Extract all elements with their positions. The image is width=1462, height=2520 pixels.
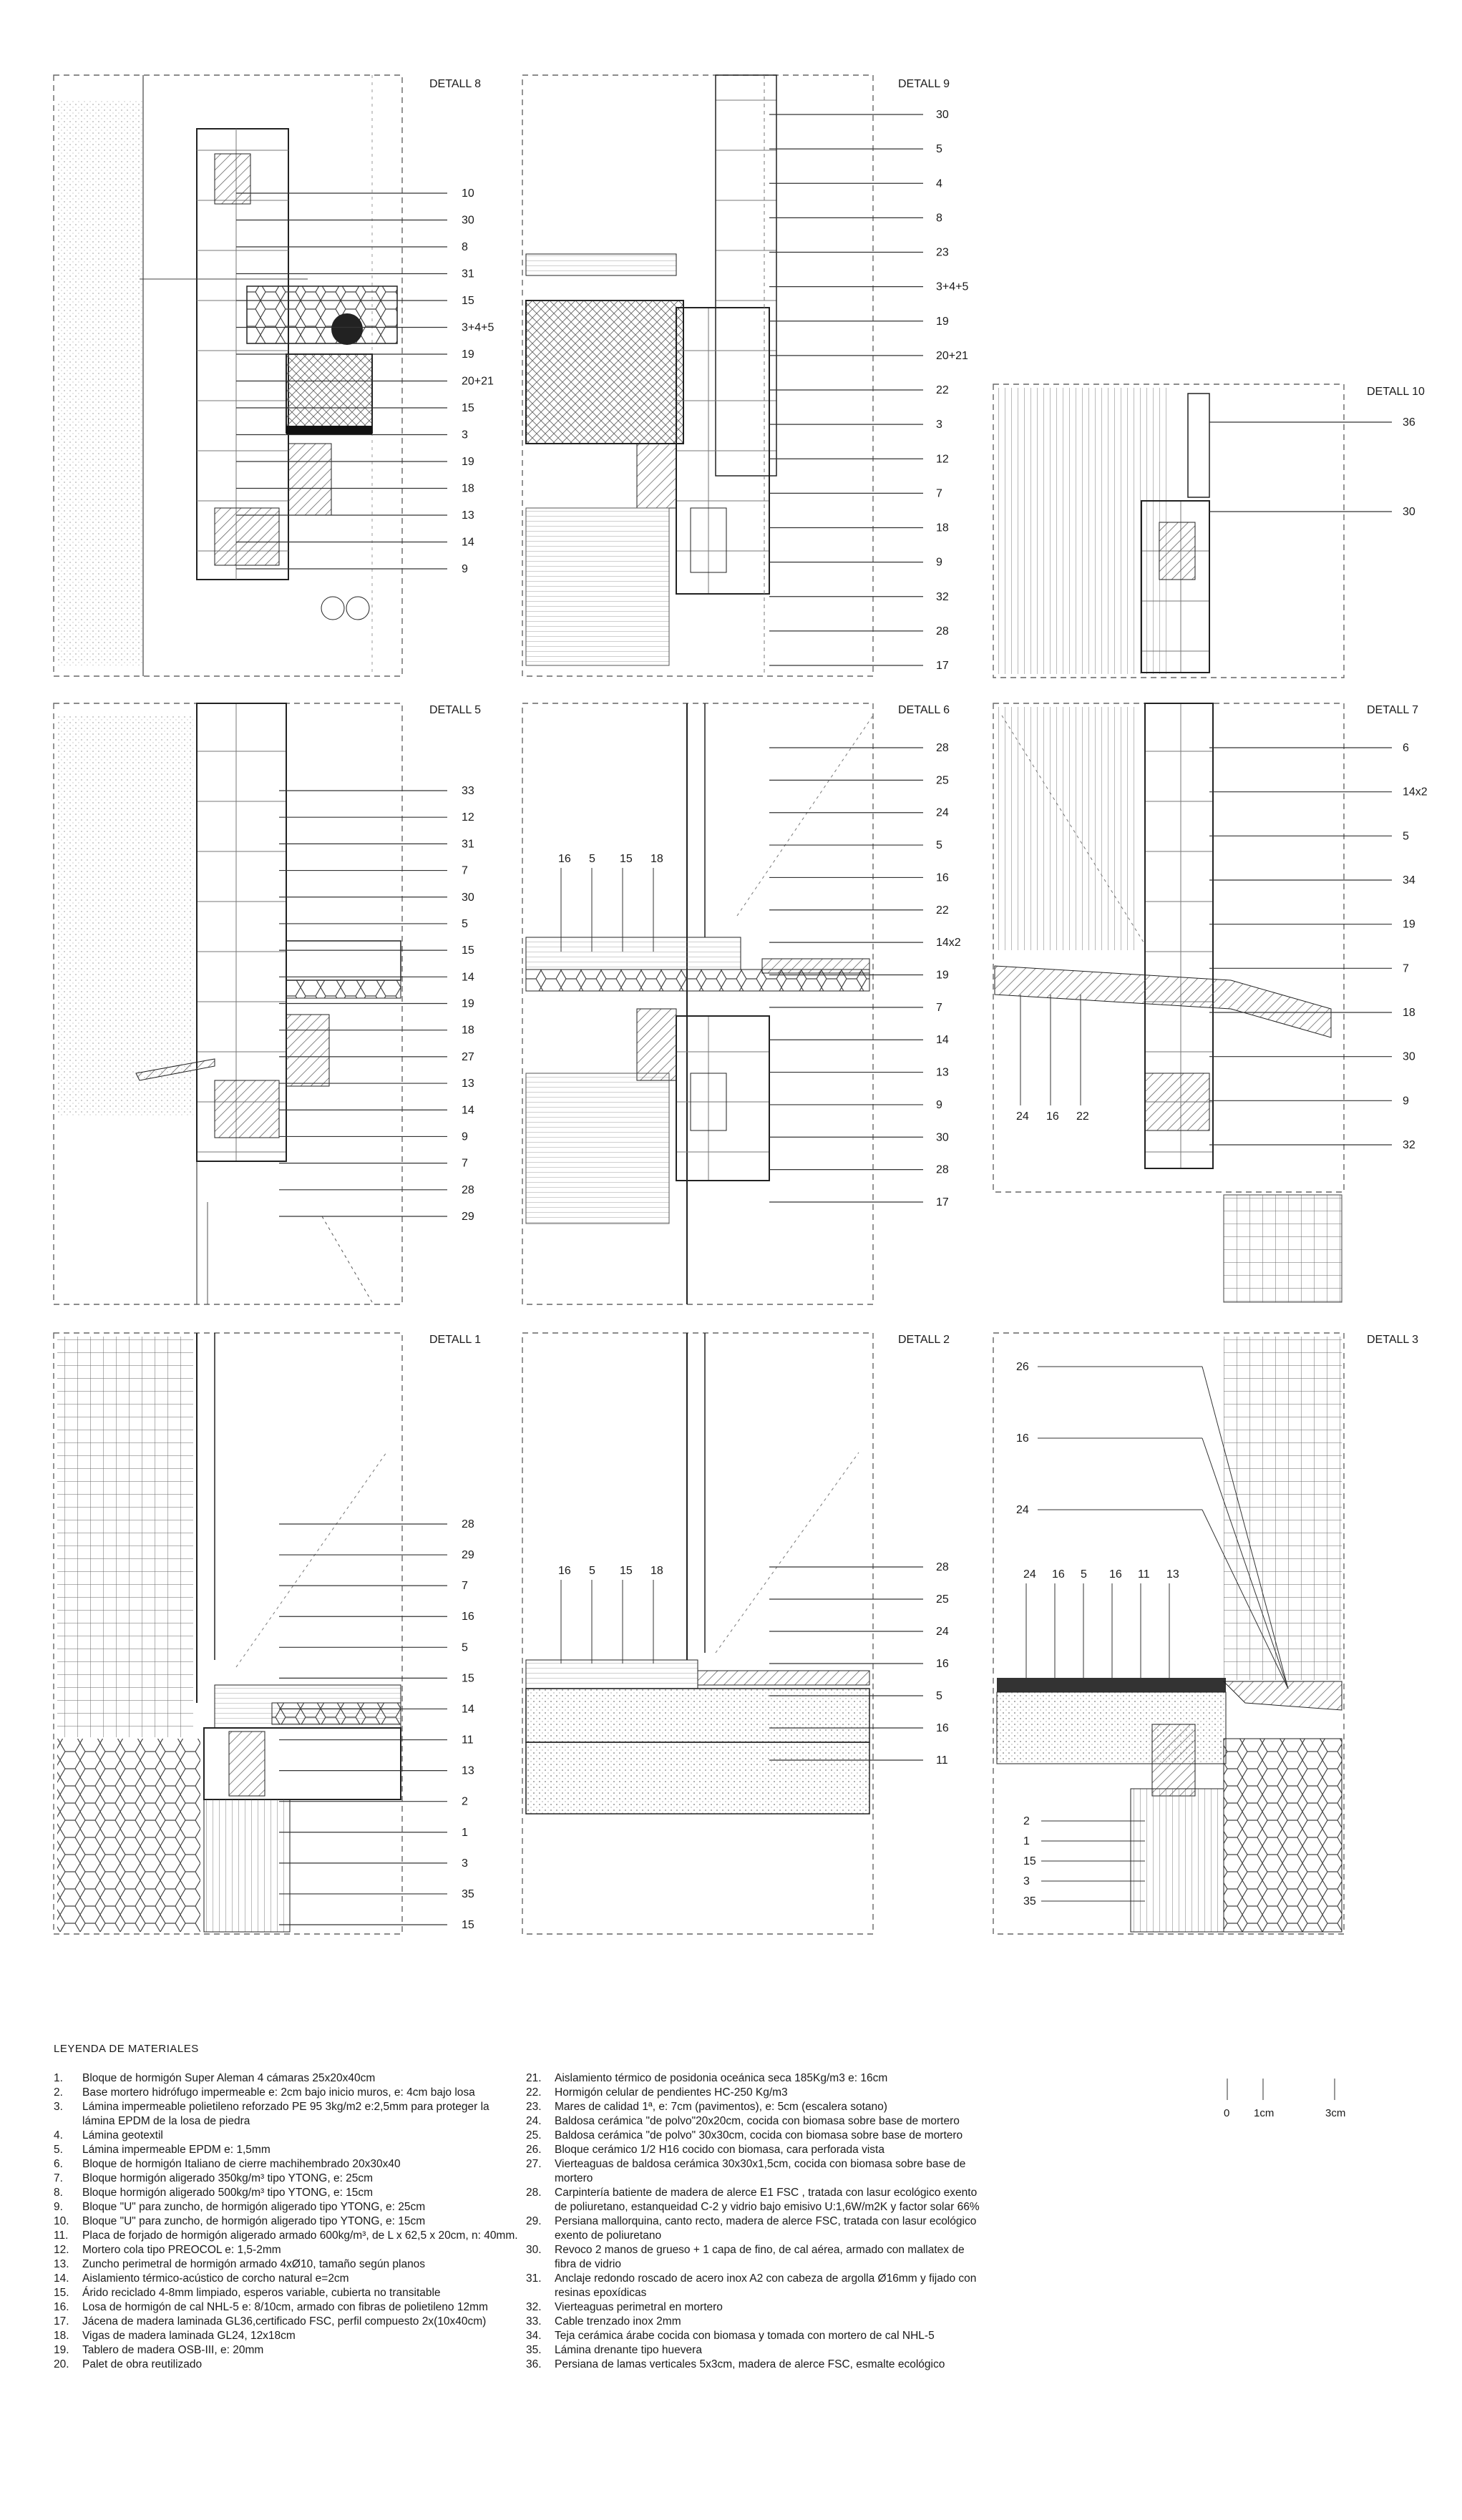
legend-item xyxy=(526,2086,984,2100)
callout-label: 24 xyxy=(1016,1504,1029,1516)
legend-item-number: 20. xyxy=(54,2358,69,2370)
legend-item-number: 30. xyxy=(526,2244,542,2256)
callout-label: 12 xyxy=(462,811,474,824)
callout-label: 7 xyxy=(936,1001,942,1014)
callout-label: 32 xyxy=(936,590,949,603)
legend-item-text: Mares de calidad 1ª, e: 7cm (pavimentos), e: 5cm (escalera sotano) xyxy=(555,2101,887,2113)
legend-item xyxy=(54,2257,519,2272)
callout-top-label: 5 xyxy=(1081,1568,1087,1581)
legend-item-number: 18. xyxy=(54,2330,69,2342)
legend-item-text: Tablero de madera OSB-III, e: 20mm xyxy=(82,2344,264,2356)
callout-label: 18 xyxy=(1403,1007,1415,1019)
legend-item xyxy=(526,2071,984,2086)
legend-item xyxy=(54,2272,519,2286)
callout-label: 13 xyxy=(936,1066,949,1079)
callout-label: 18 xyxy=(462,1024,474,1037)
callout-label: 5 xyxy=(936,839,942,852)
legend-item-number: 29. xyxy=(526,2215,542,2227)
callout-label: 30 xyxy=(1403,506,1415,518)
legend-item-number: 31. xyxy=(526,2272,542,2285)
legend-item xyxy=(54,2286,519,2300)
callout-label: 28 xyxy=(462,1518,474,1530)
callout-label: 10 xyxy=(462,187,474,200)
legend-item-text: Anclaje redondo roscado de acero inox A2 con cabeza de argolla Ø16mm y fijado con resinas epoxídicas xyxy=(555,2272,977,2299)
detail-8-title: DETALL 8 xyxy=(429,78,482,90)
legend-item xyxy=(54,2086,519,2100)
callout-label: 15 xyxy=(462,402,474,414)
callout-top-label: 16 xyxy=(558,853,571,865)
callout-label: 35 xyxy=(462,1887,474,1900)
callout-label: 29 xyxy=(462,1211,474,1223)
legend-item-text: Vigas de madera laminada GL24, 12x18cm xyxy=(82,2330,296,2342)
callout-label: 7 xyxy=(462,864,468,877)
callout-left-label: 15 xyxy=(1023,1855,1036,1867)
callout-label: 11 xyxy=(462,1734,474,1747)
callout-label: 20+21 xyxy=(462,375,494,388)
callout-label: 12 xyxy=(936,453,949,466)
callout-top-label: 18 xyxy=(650,1565,663,1577)
legend-item-number: 28. xyxy=(526,2187,542,2199)
legend-item xyxy=(54,2229,519,2243)
legend-item-number: 32. xyxy=(526,2301,542,2313)
callout-top-label: 11 xyxy=(1138,1568,1150,1581)
legend-item-text: Vierteaguas perimetral en mortero xyxy=(555,2301,723,2313)
callout-label: 19 xyxy=(936,969,949,982)
legend-item-number: 16. xyxy=(54,2301,69,2313)
legend-item xyxy=(526,2100,984,2114)
callout-label: 18 xyxy=(462,482,474,495)
callout-label: 14 xyxy=(462,1703,474,1716)
callout-bottom-label: 24 xyxy=(1016,1110,1029,1123)
legend-item xyxy=(54,2329,519,2343)
callout-label: 30 xyxy=(936,1131,949,1144)
legend-item-text: Lámina drenante tipo huevera xyxy=(555,2344,702,2356)
legend-item-number: 21. xyxy=(526,2072,542,2084)
callout-label: 14 xyxy=(936,1034,949,1047)
legend-item-number: 34. xyxy=(526,2330,542,2342)
detail-10-title: DETALL 10 xyxy=(1367,386,1425,398)
callout-label: 7 xyxy=(1403,962,1409,975)
callout-label: 17 xyxy=(936,1196,949,1208)
legend-item-number: 27. xyxy=(526,2158,542,2170)
callout-label: 7 xyxy=(462,1157,468,1170)
legend-item xyxy=(54,2243,519,2257)
legend-item-number: 35. xyxy=(526,2344,542,2356)
legend-item xyxy=(54,2100,519,2129)
legend-item-number: 23. xyxy=(526,2101,542,2113)
callout-label: 9 xyxy=(936,556,942,569)
callout-label: 33 xyxy=(462,785,474,797)
legend-item-text: Jácena de madera laminada GL36,certificado FSC, perfil compuesto 2x(10x40cm) xyxy=(82,2315,487,2328)
legend-item-text: Persiana mallorquina, canto recto, madera de alerce FSC, tratada con lasur ecológico exento de poliuretano xyxy=(555,2215,977,2242)
callout-top-label: 16 xyxy=(1052,1568,1065,1581)
legend-item-text: Lámina geotextil xyxy=(82,2129,163,2141)
legend-item-number: 6. xyxy=(54,2158,63,2170)
legend-item-text: Hormigón celular de pendientes HC-250 Kg/m3 xyxy=(555,2086,788,2099)
legend-item xyxy=(526,2143,984,2157)
callout-label: 14 xyxy=(462,1104,474,1117)
callout-label: 13 xyxy=(462,1078,474,1090)
callout-label: 14 xyxy=(462,971,474,984)
legend-item-number: 5. xyxy=(54,2144,63,2156)
callout-label: 14x2 xyxy=(1403,786,1428,799)
callout-label: 1 xyxy=(462,1826,468,1839)
legend-item-text: Bloque de hormigón Super Aleman 4 cámaras 25x20x40cm xyxy=(82,2072,376,2084)
callout-top-label: 5 xyxy=(589,853,595,865)
legend-item-text: Bloque hormigón aligerado 500kg/m³ tipo YTONG, e: 15cm xyxy=(82,2187,374,2199)
legend-item-number: 7. xyxy=(54,2172,63,2184)
scale-label-1cm: 1cm xyxy=(1254,2107,1275,2119)
legend-item-text: Aislamiento térmico-acústico de corcho natural e=2cm xyxy=(82,2272,349,2285)
legend-item xyxy=(54,2129,519,2143)
legend-item xyxy=(526,2114,984,2129)
callout-label: 8 xyxy=(462,241,468,253)
legend-item-number: 9. xyxy=(54,2201,63,2213)
legend-item-number: 36. xyxy=(526,2358,542,2370)
callout-label: 16 xyxy=(936,1658,949,1670)
legend-item-number: 4. xyxy=(54,2129,63,2141)
callout-label: 30 xyxy=(1403,1050,1415,1063)
detail-8-panel xyxy=(54,75,494,676)
legend-item-number: 14. xyxy=(54,2272,69,2285)
legend-item-text: Bloque cerámico 1/2 H16 cocido con biomasa, cara perforada vista xyxy=(555,2144,884,2156)
legend-item-number: 10. xyxy=(54,2215,69,2227)
callout-label: 5 xyxy=(936,143,942,156)
legend-item-number: 22. xyxy=(526,2086,542,2099)
legend-item-number: 13. xyxy=(54,2258,69,2270)
legend-item xyxy=(54,2300,519,2315)
scale-bar xyxy=(1224,2079,1345,2119)
callout-label: 13 xyxy=(462,509,474,522)
callout-top-label: 16 xyxy=(1109,1568,1122,1581)
callout-left-label: 2 xyxy=(1023,1815,1030,1827)
callout-label: 19 xyxy=(936,315,949,328)
detail-1-panel xyxy=(54,1333,481,1934)
callout-label: 28 xyxy=(936,625,949,638)
legend-item-text: Aislamiento térmico de posidonia oceánica seca 185Kg/m3 e: 16cm xyxy=(555,2072,888,2084)
callout-label: 14 xyxy=(462,536,474,549)
callout-bottom-label: 16 xyxy=(1046,1110,1059,1123)
callout-label: 19 xyxy=(462,456,474,468)
callout-label: 5 xyxy=(936,1690,942,1702)
legend-item xyxy=(54,2143,519,2157)
legend-item-text: Persiana de lamas verticales 5x3cm, madera de alerce FSC, esmalte ecológico xyxy=(555,2358,945,2370)
detail-7-panel xyxy=(993,703,1428,1302)
callout-label: 25 xyxy=(936,1593,949,1606)
legend-item-text: Bloque de hormigón Italiano de cierre machihembrado 20x30x40 xyxy=(82,2158,401,2170)
legend-item-number: 17. xyxy=(54,2315,69,2328)
legend-item-text: Vierteaguas de baldosa cerámica 30x30x1,5cm, cocida con biomasa sobre base de mortero xyxy=(555,2158,966,2184)
callout-label: 5 xyxy=(1403,830,1409,843)
legend-item xyxy=(54,2343,519,2358)
legend-item-text: Palet de obra reutilizado xyxy=(82,2358,203,2370)
legend-item-text: Base mortero hidrófugo impermeable e: 2cm bajo inicio muros, e: 4cm bajo losa xyxy=(82,2086,475,2099)
legend-column-1 xyxy=(54,2071,519,2372)
callout-left-label: 35 xyxy=(1023,1895,1036,1908)
legend-item xyxy=(54,2358,519,2372)
callout-label: 16 xyxy=(462,1611,474,1623)
legend-item xyxy=(526,2214,984,2243)
callout-label: 25 xyxy=(936,774,949,787)
legend-item-text: Baldosa cerámica "de polvo"20x20cm, cocida con biomasa sobre base de mortero xyxy=(555,2115,960,2127)
callout-label: 3 xyxy=(462,1857,468,1870)
callout-label: 22 xyxy=(936,384,949,396)
callout-label: 19 xyxy=(1403,918,1415,931)
detail-5-title: DETALL 5 xyxy=(429,704,482,716)
legend-item-text: Placa de forjado de hormigón aligerado armado 600kg/m³, de L x 62,5 x 20cm, n: 40mm. xyxy=(82,2230,518,2242)
legend-column-2 xyxy=(526,2071,984,2372)
legend-item xyxy=(54,2071,519,2086)
legend-item-text: Zuncho perimetral de hormigón armado 4xØ10, tamaño según planos xyxy=(82,2258,426,2270)
legend-item-number: 1. xyxy=(54,2072,63,2084)
callout-label: 17 xyxy=(936,660,949,672)
legend-item xyxy=(526,2157,984,2186)
callout-label: 13 xyxy=(462,1764,474,1777)
callout-label: 26 xyxy=(1016,1361,1029,1373)
callout-label: 18 xyxy=(936,522,949,534)
legend-item-text: Árido reciclado 4-8mm limpiado, esperos variable, cubierta no transitable xyxy=(82,2287,441,2299)
legend-item xyxy=(526,2243,984,2272)
callout-label: 32 xyxy=(1403,1139,1415,1151)
callout-label: 22 xyxy=(936,904,949,917)
legend-item-text: Cable trenzado inox 2mm xyxy=(555,2315,681,2328)
callout-top-label: 16 xyxy=(558,1565,571,1577)
legend-item-number: 25. xyxy=(526,2129,542,2141)
detail-2-title: DETALL 2 xyxy=(898,1334,950,1346)
callout-label: 2 xyxy=(462,1795,468,1808)
callout-label: 3+4+5 xyxy=(462,321,494,334)
legend-item-number: 3. xyxy=(54,2101,63,2113)
legend-item xyxy=(54,2186,519,2200)
detail-6-panel xyxy=(522,703,961,1304)
legend-item xyxy=(54,2157,519,2172)
callout-label: 3 xyxy=(462,429,468,441)
callout-label: 28 xyxy=(936,742,949,754)
detail-3-panel xyxy=(993,1333,1418,1934)
detail-7-title: DETALL 7 xyxy=(1367,704,1419,716)
callout-label: 29 xyxy=(462,1549,474,1562)
callout-left-label: 1 xyxy=(1023,1835,1030,1847)
callout-label: 31 xyxy=(462,268,474,280)
callout-label: 36 xyxy=(1403,416,1415,429)
callout-label: 3 xyxy=(936,419,942,431)
legend-item-number: 12. xyxy=(54,2244,69,2256)
callout-top-label: 13 xyxy=(1166,1568,1179,1581)
callout-label: 6 xyxy=(1403,742,1409,754)
callout-label: 27 xyxy=(462,1050,474,1063)
legend-item-number: 26. xyxy=(526,2144,542,2156)
callout-label: 34 xyxy=(1403,874,1415,887)
callout-label: 9 xyxy=(462,563,468,575)
callout-top-label: 5 xyxy=(589,1565,595,1577)
legend-item xyxy=(54,2214,519,2229)
callout-label: 3+4+5 xyxy=(936,280,969,293)
callout-label: 15 xyxy=(462,944,474,957)
callout-label: 15 xyxy=(462,295,474,307)
legend-item xyxy=(526,2315,984,2329)
legend-item xyxy=(526,2300,984,2315)
legend-item xyxy=(526,2358,984,2372)
legend-item-text: Baldosa cerámica "de polvo" 30x30cm, cocida con biomasa sobre base de mortero xyxy=(555,2129,963,2141)
legend-item-text: Lámina impermeable polietileno reforzado PE 95 3kg/m2 e:2,5mm para proteger la lámina EPDM de la losa de piedra xyxy=(82,2101,489,2127)
legend-item-number: 19. xyxy=(54,2344,69,2356)
callout-label: 28 xyxy=(936,1561,949,1573)
legend-item-text: Revoco 2 manos de grueso + 1 capa de fino, de cal aérea, armado con mallatex de fibra de vidrio xyxy=(555,2244,965,2270)
detail-1-title: DETALL 1 xyxy=(429,1334,482,1346)
callout-label: 24 xyxy=(936,1626,949,1638)
callout-label: 31 xyxy=(462,838,474,851)
legend-item xyxy=(526,2272,984,2300)
scale-label-0: 0 xyxy=(1224,2107,1230,2119)
detail-10-panel xyxy=(993,384,1425,678)
callout-label: 5 xyxy=(462,1641,468,1654)
callout-label: 14x2 xyxy=(936,937,961,949)
legend-item-text: Mortero cola tipo PREOCOL e: 1,5-2mm xyxy=(82,2244,281,2256)
detail-6-title: DETALL 6 xyxy=(898,704,950,716)
legend-item-text: Bloque "U" para zuncho, de hormigón aligerado tipo YTONG, e: 25cm xyxy=(82,2201,426,2213)
callout-top-label: 15 xyxy=(620,1565,633,1577)
legend-item-text: Carpintería batiente de madera de alerce E1 FSC , tratada con lasur ecológico exento de poliuretano, estanqueidad C-2 y vidrio bajo emisivo U:1,6W/m2K y factor solar 66% xyxy=(555,2187,980,2213)
callout-label: 30 xyxy=(462,214,474,227)
callout-label: 28 xyxy=(462,1183,474,1196)
callout-label: 15 xyxy=(462,1919,474,1931)
callout-label: 15 xyxy=(462,1672,474,1685)
callout-label: 30 xyxy=(462,891,474,904)
legend-item xyxy=(54,2172,519,2186)
legend-item-number: 8. xyxy=(54,2187,63,2199)
callout-label: 4 xyxy=(936,177,942,190)
legend-item-number: 15. xyxy=(54,2287,69,2299)
legend-item-number: 24. xyxy=(526,2115,542,2127)
callout-label: 28 xyxy=(936,1163,949,1176)
legend-item-text: Bloque hormigón aligerado 350kg/m³ tipo YTONG, e: 25cm xyxy=(82,2172,374,2184)
scale-label-3cm: 3cm xyxy=(1325,2107,1346,2119)
detail-9-panel xyxy=(522,75,968,676)
callout-left-label: 3 xyxy=(1023,1875,1030,1887)
callout-label: 7 xyxy=(936,487,942,500)
callout-label: 19 xyxy=(462,348,474,361)
callout-label: 16 xyxy=(936,1722,949,1734)
legend-item xyxy=(526,2343,984,2358)
callout-top-label: 15 xyxy=(620,853,633,865)
legend-item-number: 11. xyxy=(54,2230,69,2242)
legend-item-text: Losa de hormigón de cal NHL-5 e: 8/10cm, armado con fibras de polietileno 12mm xyxy=(82,2301,488,2313)
callout-label: 5 xyxy=(462,917,468,930)
legend-item xyxy=(54,2200,519,2214)
callout-label: 11 xyxy=(936,1754,948,1767)
callout-label: 16 xyxy=(936,871,949,884)
callout-top-label: 24 xyxy=(1023,1568,1036,1581)
legend-item-text: Bloque "U" para zuncho, de hormigón aligerado tipo YTONG, e: 15cm xyxy=(82,2215,426,2227)
callout-label: 19 xyxy=(462,997,474,1010)
legend-item xyxy=(526,2186,984,2214)
legend-item-number: 2. xyxy=(54,2086,63,2099)
legend-title: LEYENDA DE MATERIALES xyxy=(54,2043,199,2055)
callout-label: 24 xyxy=(936,806,949,819)
callout-label: 9 xyxy=(1403,1095,1409,1108)
callout-label: 7 xyxy=(462,1580,468,1593)
callout-label: 20+21 xyxy=(936,349,968,362)
legend-item-text: Lámina impermeable EPDM e: 1,5mm xyxy=(82,2144,271,2156)
callout-label: 23 xyxy=(936,246,949,259)
callout-bottom-label: 22 xyxy=(1076,1110,1089,1123)
detail-5-panel xyxy=(54,703,481,1304)
detail-2-panel xyxy=(522,1333,950,1934)
legend-item-text: Teja cerámica árabe cocida con biomasa y tomada con mortero de cal NHL-5 xyxy=(555,2330,935,2342)
detail-3-title: DETALL 3 xyxy=(1367,1334,1419,1346)
callout-label: 16 xyxy=(1016,1432,1029,1445)
legend-item-number: 33. xyxy=(526,2315,542,2328)
detail-9-title: DETALL 9 xyxy=(898,78,950,90)
callout-label: 8 xyxy=(936,212,942,225)
legend-item xyxy=(54,2315,519,2329)
callout-label: 30 xyxy=(936,109,949,121)
callout-label: 9 xyxy=(936,1098,942,1111)
legend-item xyxy=(526,2329,984,2343)
callout-label: 9 xyxy=(462,1130,468,1143)
legend-item xyxy=(526,2129,984,2143)
callout-top-label: 18 xyxy=(650,853,663,865)
